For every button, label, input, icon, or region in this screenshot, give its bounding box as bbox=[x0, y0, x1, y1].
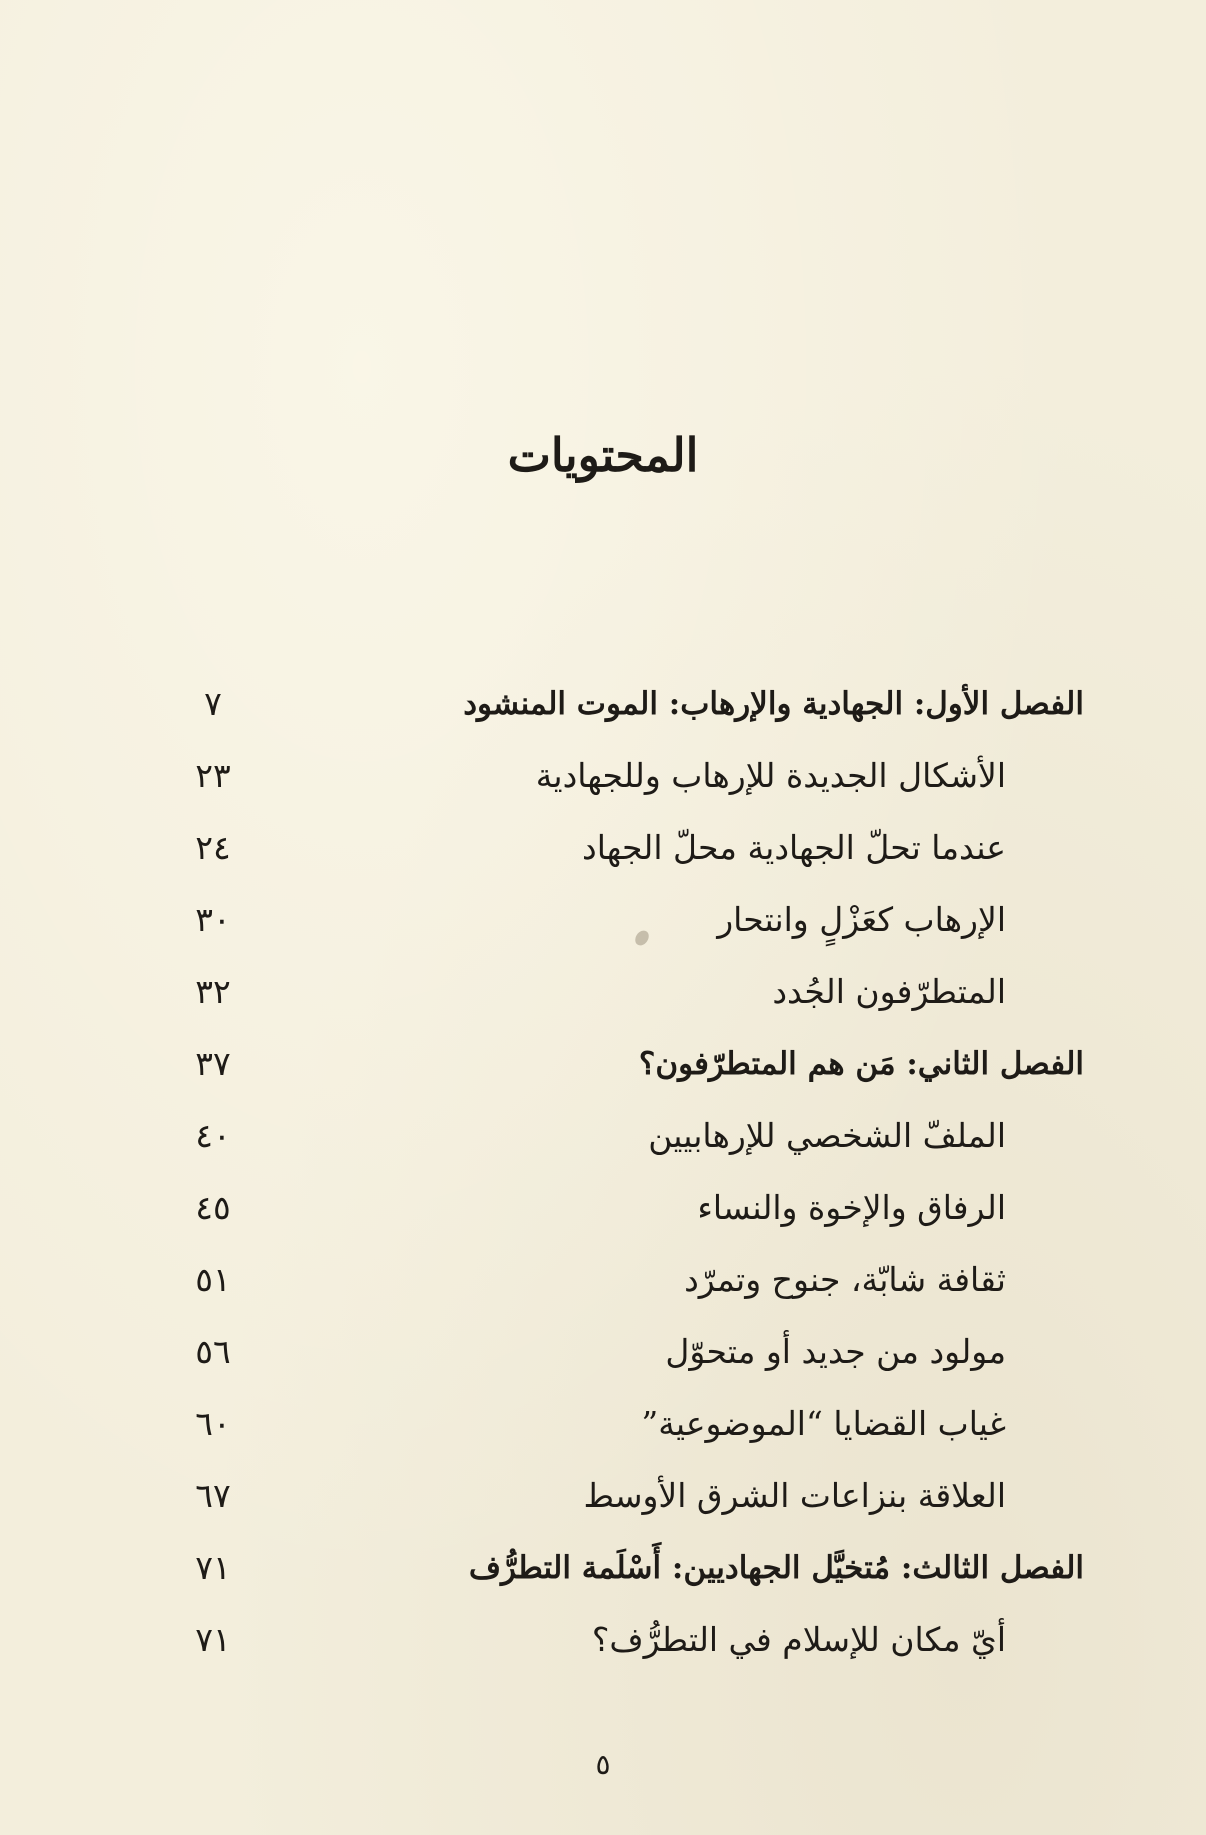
toc-entry-page: ٦٧ bbox=[195, 1476, 231, 1515]
toc-entry-title: مولود من جديد أو متحوّل bbox=[665, 1332, 1006, 1371]
toc-entry-page: ٣٠ bbox=[195, 900, 231, 939]
toc-entry-title: أيّ مكان للإسلام في التطرُّف؟ bbox=[591, 1620, 1006, 1659]
toc-entry bbox=[160, 888, 1090, 960]
toc-entry-page: ٧١ bbox=[195, 1620, 231, 1659]
toc-entry-title: الفصل الثالث: مُتخيَّل الجهاديين: أَسْلَمة التطرُّف bbox=[468, 1550, 1084, 1586]
toc-entry-title: الفصل الثاني: مَن هم المتطرّفون؟ bbox=[638, 1046, 1084, 1082]
toc-entry bbox=[160, 1248, 1090, 1320]
toc-entry-page: ٧١ bbox=[195, 1548, 231, 1587]
toc-entry bbox=[160, 816, 1090, 888]
toc-entry bbox=[160, 1032, 1090, 1104]
toc-entry bbox=[160, 744, 1090, 816]
toc-entry-page: ٧ bbox=[204, 684, 222, 723]
toc-entry bbox=[160, 1392, 1090, 1464]
toc-entry bbox=[160, 1176, 1090, 1248]
toc-entry-page: ٢٤ bbox=[195, 828, 231, 867]
toc-entry-page: ٥٦ bbox=[195, 1332, 231, 1371]
toc-entry-title: الأشكال الجديدة للإرهاب وللجهادية bbox=[535, 756, 1006, 795]
toc-entry bbox=[160, 1536, 1090, 1608]
page-title: المحتويات bbox=[507, 428, 699, 482]
toc-entry-page: ٣٢ bbox=[195, 972, 231, 1011]
toc-entry-title: العلاقة بنزاعات الشرق الأوسط bbox=[583, 1476, 1006, 1515]
toc-entry-page: ٦٠ bbox=[195, 1404, 231, 1443]
toc-entry bbox=[160, 1464, 1090, 1536]
toc-entry-title: الملفّ الشخصي للإرهابيين bbox=[648, 1116, 1006, 1155]
toc-entry bbox=[160, 672, 1090, 744]
toc-entry-page: ٣٧ bbox=[195, 1044, 231, 1083]
toc-entry-page: ٤٠ bbox=[195, 1116, 231, 1155]
toc-entry bbox=[160, 960, 1090, 1032]
toc-entry-title: ثقافة شابّة، جنوح وتمرّد bbox=[684, 1260, 1006, 1299]
toc-entry bbox=[160, 1320, 1090, 1392]
toc-entry-title: غياب القضايا “الموضوعية” bbox=[641, 1404, 1006, 1443]
toc-entry-title: الفصل الأول: الجهادية والإرهاب: الموت المنشود bbox=[463, 686, 1084, 722]
toc-entry-title: الرفاق والإخوة والنساء bbox=[697, 1188, 1006, 1227]
toc-entry-page: ٤٥ bbox=[195, 1188, 231, 1227]
toc-entry-title: المتطرّفون الجُدد bbox=[772, 972, 1006, 1011]
table-of-contents bbox=[160, 672, 1090, 1680]
toc-entry-title: عندما تحلّ الجهادية محلّ الجهاد bbox=[582, 828, 1006, 867]
toc-entry-page: ٢٣ bbox=[195, 756, 231, 795]
toc-entry bbox=[160, 1608, 1090, 1680]
page-number: ٥ bbox=[595, 1748, 611, 1781]
toc-entry bbox=[160, 1104, 1090, 1176]
toc-entry-title: الإرهاب كعَزْلٍ وانتحار bbox=[717, 900, 1006, 939]
toc-entry-page: ٥١ bbox=[195, 1260, 231, 1299]
